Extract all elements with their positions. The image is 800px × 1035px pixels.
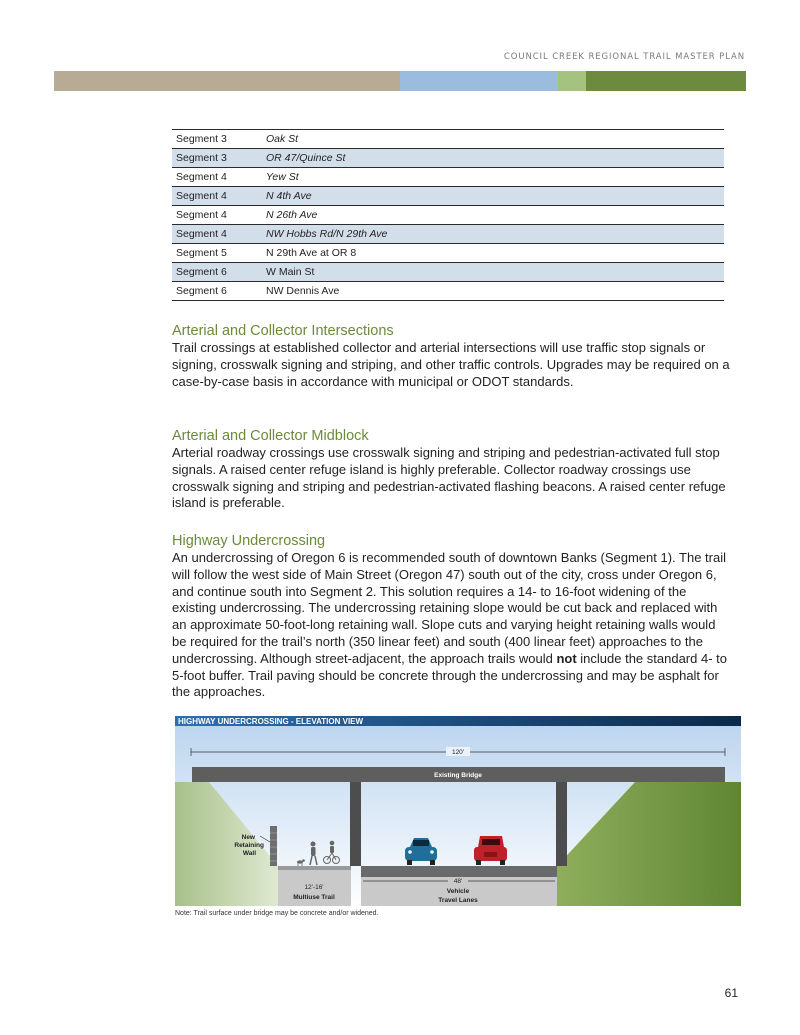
intersections-body: Trail crossings at established collector and arterial intersections will use traffic stop signals or signing, crosswalk signing and striping, and other traffic controls. Upgrades may be required on a case-by-case basis in accordance with municipal or ODOT standards. (172, 340, 730, 389)
segment-cell: Segment 5 (172, 244, 262, 263)
table-row (172, 130, 724, 149)
bridge-column-right (556, 782, 567, 866)
location-cell: N 29th Ave at OR 8 (262, 244, 724, 263)
document-header-title: COUNCIL CREEK REGIONAL TRAIL MASTER PLAN (503, 52, 745, 62)
trail-width-label: 12'-16' (304, 884, 324, 891)
location-cell: NW Dennis Ave (262, 282, 724, 301)
lanes-label-2: Travel Lanes (438, 897, 478, 904)
color-bar-segment-blue (400, 71, 558, 91)
table-row (172, 263, 724, 282)
undercrossing-body-bold: not (556, 650, 577, 666)
segment-cell: Segment 3 (172, 130, 262, 149)
table-row (172, 187, 724, 206)
table-row (172, 206, 724, 225)
table-row (172, 225, 724, 244)
vehicle-lanes-surface (361, 866, 557, 877)
intersections-heading: Arterial and Collector Intersections (172, 323, 394, 339)
table-row (172, 244, 724, 263)
location-cell: Oak St (262, 130, 724, 149)
segment-crossings-table (172, 129, 724, 301)
location-cell: Yew St (262, 168, 724, 187)
segment-cell: Segment 6 (172, 263, 262, 282)
segment-cell: Segment 4 (172, 187, 262, 206)
segment-cell: Segment 4 (172, 225, 262, 244)
segment-cell: Segment 3 (172, 149, 262, 168)
location-cell: NW Hobbs Rd/N 29th Ave (262, 225, 724, 244)
undercrossing-body (172, 550, 732, 701)
figure-note: Note: Trail surface under bridge may be concrete and/or widened. (175, 910, 379, 917)
lanes-width-label: 48' (453, 878, 463, 885)
retaining-wall-label-2: Retaining (234, 842, 264, 849)
color-bar-segment-green (586, 71, 746, 91)
lanes-label-1: Vehicle (446, 888, 470, 895)
location-cell: W Main St (262, 263, 724, 282)
undercrossing-section (172, 533, 732, 701)
table-row (172, 282, 724, 301)
bridge-column-left (350, 782, 361, 866)
existing-bridge-label: Existing Bridge (434, 772, 482, 779)
color-bar-segment-light-green (558, 71, 586, 91)
location-cell: OR 47/Quince St (262, 149, 724, 168)
page-number: 61 (724, 986, 738, 1000)
elevation-view-figure (175, 716, 741, 908)
midblock-heading: Arterial and Collector Midblock (172, 428, 369, 444)
multiuse-trail-surface (278, 866, 351, 870)
figure-title: HIGHWAY UNDERCROSSING - ELEVATION VIEW (178, 717, 364, 726)
segment-cell: Segment 4 (172, 206, 262, 225)
location-cell: N 4th Ave (262, 187, 724, 206)
retaining-wall-label-3: Wall (242, 850, 256, 857)
undercrossing-heading: Highway Undercrossing (172, 533, 326, 549)
midblock-section (172, 428, 732, 512)
retaining-wall-label-1: New (241, 834, 255, 841)
intersections-section (172, 323, 732, 390)
table-row (172, 168, 724, 187)
segment-cell: Segment 6 (172, 282, 262, 301)
trail-label: Multiuse Trail (293, 894, 335, 901)
header-color-bar (54, 71, 746, 91)
midblock-body: Arterial roadway crossings use crosswalk signing and striping and pedestrian-activated full stop signals. A raised center refuge island is highly preferable. Collector roadway crossings use crosswalk signing and striping and pedestrian-activated flashing beacons. A raised center refuge island is preferable. (172, 445, 726, 511)
undercrossing-body-part-2: include the standard 4- to 5-foot buffer. Trail paving should be concrete through the undercrossing and may be asphalt for the approaches. (172, 650, 727, 700)
retaining-wall (270, 826, 277, 866)
undercrossing-body-part-1: An undercrossing of Oregon 6 is recommended south of downtown Banks (Segment 1). The trail will follow the west side of Main Street (Oregon 47) south out of the city, cross under Oregon 6, and continue south into Segment 2. This solution requires a 14- to 16-foot widening of the existing undercrossing. The undercrossing retaining slope would be cut back and replaced with an approximate 50-foot-long retaining wall. Slope cuts and varying height retaining walls would be required for the trail’s north (350 linear feet) and south (400 linear feet) approaches to the undercrossing. Although street-adjacent, the approach trails would (172, 550, 726, 666)
span-dimension-label: 120' (451, 749, 465, 756)
segment-cell: Segment 4 (172, 168, 262, 187)
location-cell: N 26th Ave (262, 206, 724, 225)
color-bar-segment-tan (54, 71, 400, 91)
table-row (172, 149, 724, 168)
